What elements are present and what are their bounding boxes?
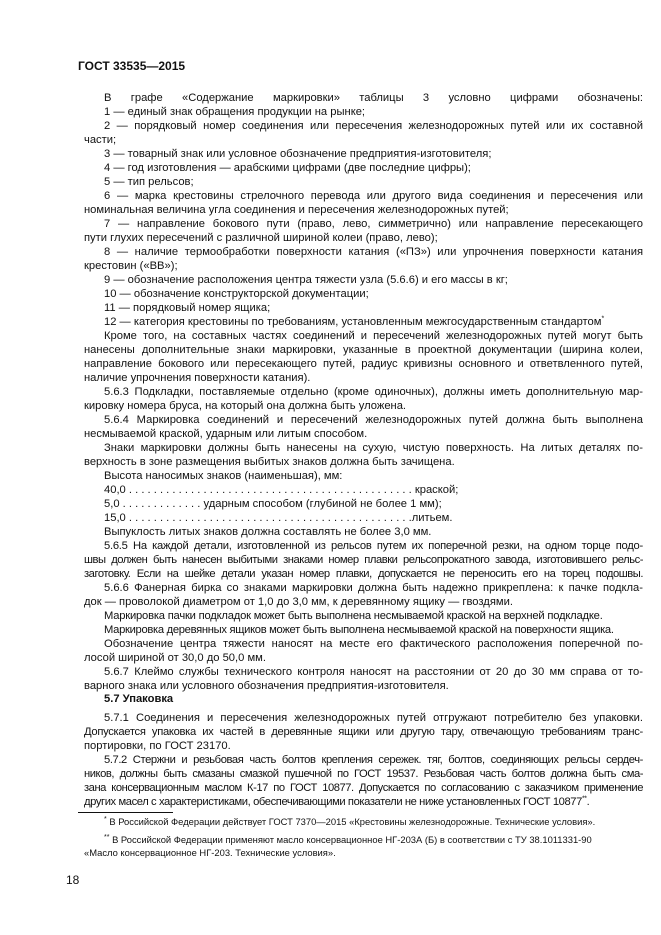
text-line: части; xyxy=(84,134,117,146)
text-line: Выпуклость литых знаков должна составлять не более 3,0 мм. xyxy=(104,526,432,538)
footnote-continued: «Масло консервационное НГ-203. Технические условия». xyxy=(84,847,336,858)
list-item: 5 — тип рельсов; xyxy=(104,176,194,188)
text-line: варного знака или условного обозначения предприятия-изготовителя. xyxy=(84,680,449,692)
text-line: верхность в зоне размещения выбитых знаков должна быть зачищена. xyxy=(84,456,455,468)
list-item: 2 — порядковый номер соединения или пересечения железнодорожных путей или их составной xyxy=(104,120,643,132)
page-number: 18 xyxy=(66,873,80,887)
footnote xyxy=(104,816,595,828)
text-line: швы должен быть нанесен выбитыми знаками номер плавки рельсопрокатного завода, изготовившего рельс- xyxy=(84,554,643,566)
list-item: 11 — порядковый номер ящика; xyxy=(104,302,271,314)
dot-leader-line: 40,0 . . . . . . . . . . . . . . . . . . . . . . . . . . . . . . . . . . . . . . . . . . . . . . краской; xyxy=(104,484,459,496)
text-line: номинальная величина угла соединения и пересечения железнодорожных путей; xyxy=(84,204,509,216)
dot-leader-line: 15,0 . . . . . . . . . . . . . . . . . . . . . . . . . . . . . . . . . . . . . . . . . . . . . .литьем. xyxy=(104,512,453,524)
list-item: 8 — наличие термообработки поверхности катания («ПЗ») или упрочнения поверхности катания xyxy=(104,246,643,258)
text-line: Высота наносимых знаков (наименьшая), мм: xyxy=(104,470,343,482)
text-line: наличие упрочнения поверхности катания). xyxy=(84,372,311,384)
text-line: пути глухих пересечений с различной шириной колеи (право, лево); xyxy=(84,232,438,244)
text-line: несмываемой краской, ударным или литым способом. xyxy=(84,428,368,440)
footnote-ref: * xyxy=(601,315,605,323)
text-line: док — проволокой диаметром от 1,0 до 3,0 мм, к деревянному ящику — гвоздями. xyxy=(84,596,513,608)
text-line: ников, должны быть смазаны смазкой пушечной по ГОСТ 19537. Резьбовая часть болтов должна быть сма- xyxy=(84,768,643,780)
footnote-ref: ** xyxy=(581,795,587,803)
text-line: Маркировка деревянных ящиков может быть выполнена несмываемой краской на поверхности ящика. xyxy=(104,624,614,636)
text-line: 5.7.2 Стержни и резьбовая часть болтов крепления сережек. тяг, болтов, соединяющих рельсы сердеч- xyxy=(104,754,643,766)
document-header: ГОСТ 33535—2015 xyxy=(78,59,186,73)
text-line: 5.6.6 Фанерная бирка со знаками маркировки должна быть надежно прикреплена: к пачке подкла- xyxy=(104,582,643,594)
text-line xyxy=(84,795,643,809)
text-line: Допускается упаковка их частей в деревянные ящики или другую тару, отвечающую требованиям транс- xyxy=(84,726,643,738)
text-line: Обозначение центра тяжести наносят на месте его фактического расположения поперечной по- xyxy=(104,638,643,650)
list-item: 6 — марка крестовины стрелочного перевода или другого вида соединения и пересечения или xyxy=(104,190,643,202)
footnote-mark: * xyxy=(104,815,107,823)
dot-leader-line: 5,0 . . . . . . . . . . . . . ударным способом (глубиной не более 1 мм); xyxy=(104,498,442,510)
text-line: Знаки маркировки должны быть нанесены на сухую, чистую поверхность. На литых деталях по- xyxy=(104,442,643,454)
text-line: кировку номера бруса, на который она должна быть уложена. xyxy=(84,400,407,412)
footnote-text: В Российской Федерации применяют масло консервационное НГ-203А (Б) в соответствии с ТУ 38.1011331-90 xyxy=(112,834,592,845)
text-line: 5.6.7 Клеймо службы технического контроля наносят на расстоянии от 20 до 30 мм справа от то- xyxy=(104,666,643,678)
text-line: зана консервационным маслом К-17 по ГОСТ 10877. Допускается по согласованию с заказчиком применение xyxy=(84,782,643,794)
text-line: заготовку. Если на шейке детали указан номер плавки, допускается не переносить его на торец подошвы. xyxy=(84,568,643,580)
text-span: других масел с характеристиками, обеспечивающими показатели не ниже установленных ГОСТ 10877 xyxy=(84,796,582,808)
text-line: направление бокового или пересекающего путей, радиус кривизны основного и ответвленного путей, xyxy=(84,358,643,370)
list-item: 10 — обозначение конструкторской документации; xyxy=(104,288,369,300)
text-line: Маркировка пачки подкладок может быть выполнена несмываемой краской на верхней подкладке. xyxy=(104,610,603,622)
footnote-divider xyxy=(78,812,173,813)
text-line: нанесены дополнительные знаки маркировки, указанные в проектной документации (ширина колеи, xyxy=(84,344,643,356)
footnote xyxy=(104,834,592,846)
text-line: портировки, по ГОСТ 23170. xyxy=(84,740,231,752)
section-heading: 5.7 Упаковка xyxy=(104,693,174,705)
footnote-text: В Российской Федерации действует ГОСТ 7370—2015 «Крестовины железнодорожные. Технические условия». xyxy=(109,816,596,827)
text-line: 5.6.3 Подкладки, поставляемые отдельно (кроме одиночных), должны иметь дополнительную мар- xyxy=(104,386,643,398)
text-span: . xyxy=(586,796,590,808)
list-item-text: 12 — категория крестовины по требованиям, установленным межгосударственным стандартом xyxy=(104,316,602,328)
text-line: В графе «Содержание маркировки» таблицы 3 условно цифрами обозначены: xyxy=(104,92,643,104)
text-line: крестовин («ВВ»); xyxy=(84,260,178,272)
list-item: 9 — обозначение расположения центра тяжести узла (5.6.6) и его массы в кг; xyxy=(104,274,508,286)
text-line: 5.6.4 Маркировка соединений и пересечений железнодорожных путей должна быть выполнена xyxy=(104,414,643,426)
text-line: 5.6.5 На каждой детали, изготовленной из рельсов путем их поперечной резки, на одном торце подо- xyxy=(104,540,643,552)
footnote-mark: ** xyxy=(104,833,110,841)
text-line: лосой шириной от 30,0 до 50,0 мм. xyxy=(84,652,266,664)
text-line: Кроме того, на составных частях соединений и пересечений железнодорожных путей могут быть xyxy=(104,330,643,342)
list-item: 1 — единый знак обращения продукции на рынке; xyxy=(104,106,366,118)
text-line: 5.7.1 Соединения и пересечения железнодорожных путей отгружают потребителю без упаковки. xyxy=(104,712,643,724)
list-item: 3 — товарный знак или условное обозначение предприятия-изготовителя; xyxy=(104,148,492,160)
list-item: 4 — год изготовления — арабскими цифрами (две последние цифры); xyxy=(104,162,471,174)
list-item xyxy=(104,315,604,329)
list-item: 7 — направление бокового пути (право, лево, симметрично) или направление пересекающего xyxy=(104,218,643,230)
